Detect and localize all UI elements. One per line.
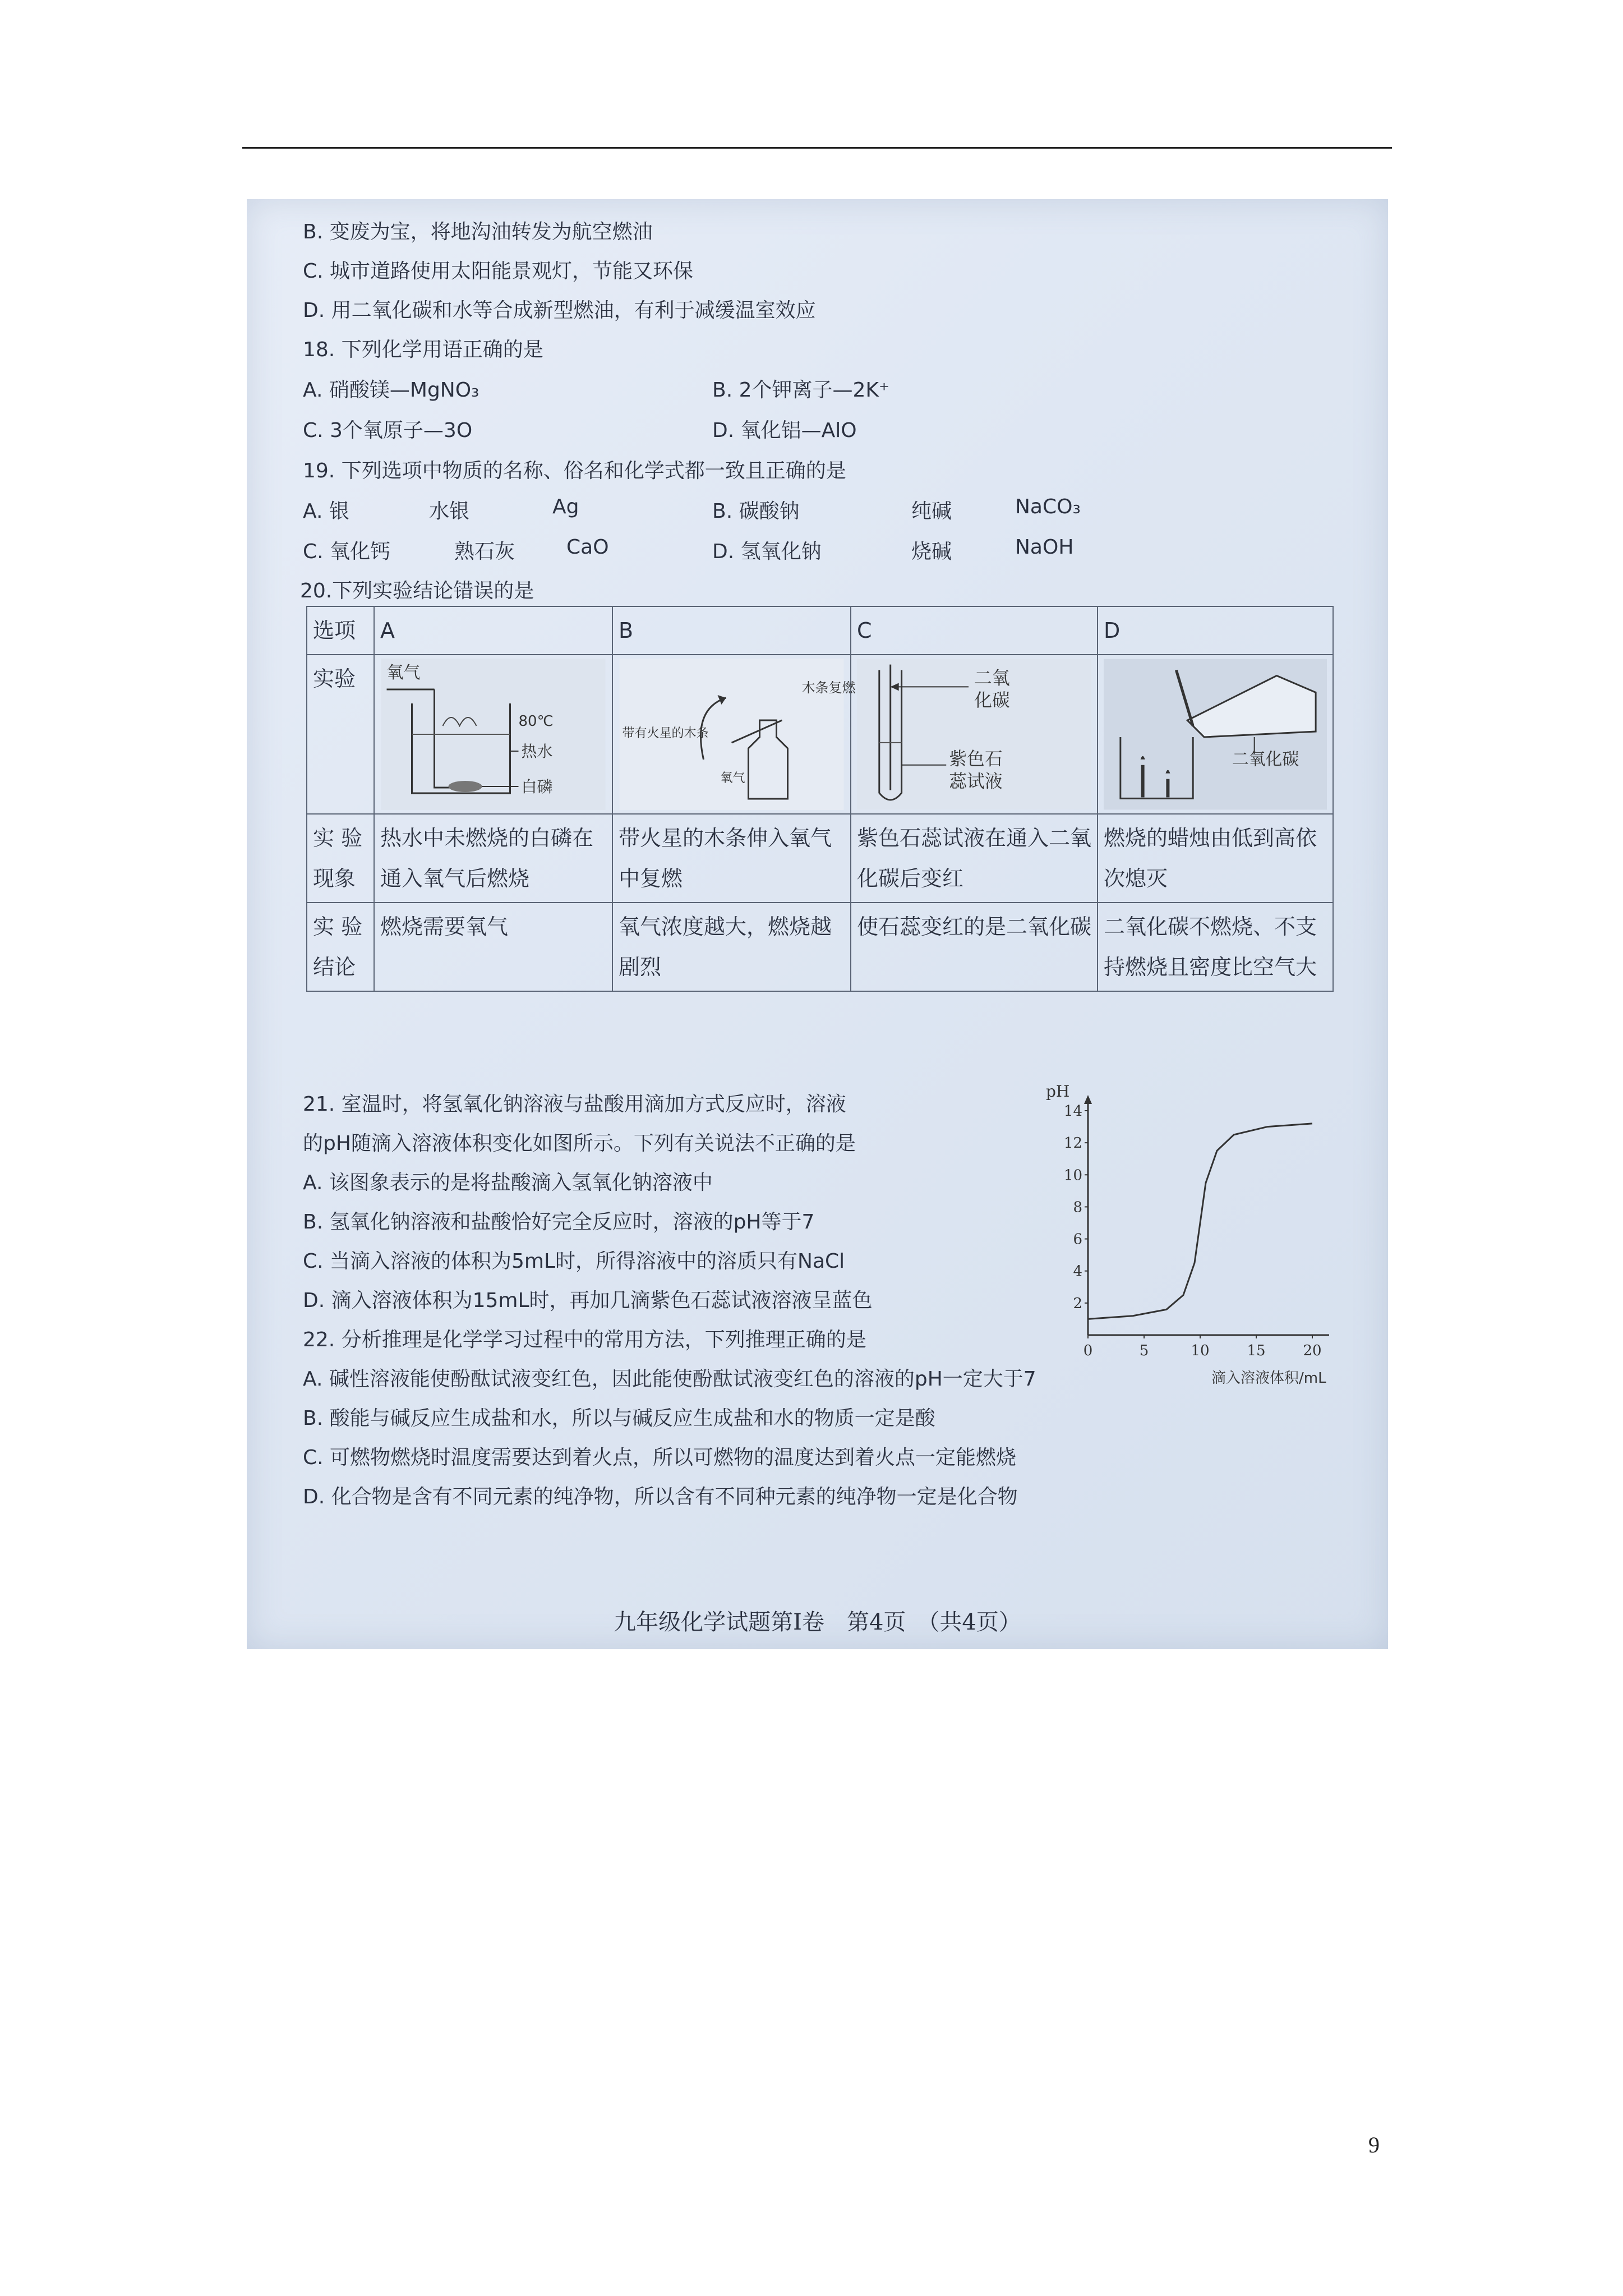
- ph-curve-line: [1088, 1124, 1312, 1319]
- diagram-label: 带有火星的木条: [622, 726, 709, 740]
- page-number: 9: [1368, 2132, 1380, 2157]
- table-header-cell: D: [1098, 606, 1333, 655]
- oxygen-splint-diagram: [619, 659, 856, 810]
- row-label-phenomenon: 实 验 现象: [307, 814, 374, 903]
- x-tick-label: 20: [1303, 1342, 1322, 1359]
- q19-b-formula: NaCO₃: [1015, 495, 1081, 518]
- q19-d-name: D. 氢氧化钠: [712, 540, 822, 563]
- header-rule: [242, 147, 1392, 149]
- q19-d-common: 烧碱: [911, 540, 952, 563]
- q18-option-b: B. 2个钾离子—2K⁺: [712, 379, 890, 402]
- table-row: [307, 903, 1333, 991]
- diagram-label: 氧气: [720, 771, 745, 785]
- table-cell: 紫色石蕊试液在通入二氧化碳后变红: [851, 814, 1098, 903]
- row-label-experiment: 实验: [307, 655, 374, 814]
- table-cell: 使石蕊变红的是二氧化碳: [851, 903, 1098, 991]
- q22-option-b: B. 酸能与碱反应生成盐和水，所以与碱反应生成盐和水的物质一定是酸: [303, 1407, 935, 1430]
- q19-c-formula: CaO: [566, 536, 609, 559]
- ph-curve-chart: [1043, 1083, 1357, 1397]
- scanned-page: [247, 199, 1388, 1649]
- diagram-a-cell: [374, 655, 612, 814]
- chart-ylabel: pH: [1046, 1082, 1070, 1101]
- diagram-label: 蕊试液: [949, 770, 1003, 792]
- diagram-label: 氧气: [386, 663, 421, 683]
- q21-option-b: B. 氢氧化钠溶液和盐酸恰好完全反应时，溶液的pH等于7: [303, 1211, 815, 1234]
- q19-a-formula: Ag: [552, 495, 579, 518]
- diagram-c-cell: [851, 655, 1098, 814]
- x-tick-label: 0: [1083, 1342, 1093, 1359]
- diagram-label: 二氧化碳: [1232, 749, 1299, 770]
- q19-b-common: 纯碱: [911, 500, 952, 523]
- x-tick-label: 15: [1247, 1342, 1266, 1359]
- q21-option-d: D. 滴入溶液体积为15mL时，再加几滴紫色石蕊试液溶液呈蓝色: [303, 1289, 873, 1312]
- x-tick-label: 10: [1191, 1342, 1210, 1359]
- q17-option-b: B. 变废为宝，将地沟油转发为航空燃油: [303, 220, 653, 243]
- table-cell: 热水中未燃烧的白磷在通入氧气后燃烧: [374, 814, 612, 903]
- table-row: [307, 655, 1333, 814]
- litmus-test-tube-diagram: [857, 659, 1091, 810]
- table-row: [307, 606, 1333, 655]
- y-tick-label: 2: [1073, 1295, 1082, 1312]
- q21-option-a: A. 该图象表示的是将盐酸滴入氢氧化钠溶液中: [303, 1171, 713, 1194]
- table-cell: 氧气浓度越大，燃烧越剧烈: [612, 903, 851, 991]
- diagram-label: 紫色石: [949, 748, 1003, 770]
- x-tick-label: 5: [1139, 1342, 1149, 1359]
- y-tick-label: 12: [1063, 1135, 1082, 1152]
- row-label-conclusion: 实 验 结论: [307, 903, 374, 991]
- q19-c-name: C. 氧化钙: [303, 540, 391, 563]
- q21-stem-line2: 的pH随滴入溶液体积变化如图所示。下列有关说法不正确的是: [303, 1132, 856, 1155]
- q22-option-c: C. 可燃物燃烧时温度需要达到着火点，所以可燃物的温度达到着火点一定能燃烧: [303, 1446, 1017, 1469]
- diagram-label: 80℃: [518, 713, 554, 730]
- diagram-label: 热水: [521, 742, 553, 761]
- table-header-cell: A: [374, 606, 612, 655]
- diagram-b-cell: [612, 655, 856, 814]
- y-tick-label: 4: [1073, 1263, 1082, 1280]
- table-header-cell: C: [851, 606, 1098, 655]
- table-cell: 燃烧的蜡烛由低到高依次熄灭: [1098, 814, 1333, 903]
- q17-option-d: D. 用二氧化碳和水等合成新型燃油，有利于减缓温室效应: [303, 299, 816, 322]
- y-axis-arrow: [1084, 1095, 1092, 1104]
- q21-option-c: C. 当滴入溶液的体积为5mL时，所得溶液中的溶质只有NaCl: [303, 1250, 845, 1273]
- q19-d-formula: NaOH: [1015, 536, 1074, 559]
- exam-footer: 九年级化学试题第Ⅰ卷 第4页 （共4页）: [614, 1609, 1021, 1635]
- q20-stem: 20.下列实验结论错误的是: [300, 579, 534, 602]
- q22-option-d: D. 化合物是含有不同元素的纯净物，所以含有不同种元素的纯净物一定是化合物: [303, 1485, 1018, 1508]
- table-cell: 燃烧需要氧气: [374, 903, 612, 991]
- q18-option-c: C. 3个氧原子—3O: [303, 419, 473, 442]
- y-tick-label: 8: [1073, 1199, 1082, 1216]
- q21-stem-line1: 21. 室温时，将氢氧化钠溶液与盐酸用滴加方式反应时，溶液: [303, 1093, 846, 1116]
- q17-option-c: C. 城市道路使用太阳能景观灯，节能又环保: [303, 260, 694, 283]
- q18-stem: 18. 下列化学用语正确的是: [303, 338, 543, 361]
- candle-co2-diagram: [1104, 659, 1327, 810]
- table-cell: 带火星的木条伸入氧气中复燃: [612, 814, 851, 903]
- diagram-label: 化碳: [974, 689, 1010, 711]
- table-header-cell: B: [612, 606, 851, 655]
- q19-a-common: 水银: [429, 500, 470, 523]
- q19-a-name: A. 银: [303, 500, 349, 523]
- y-tick-label: 6: [1073, 1231, 1082, 1248]
- q18-option-d: D. 氧化铝—AlO: [712, 419, 857, 442]
- table-header-cell: 选项: [307, 606, 374, 655]
- y-tick-label: 14: [1063, 1103, 1082, 1120]
- q19-stem: 19. 下列选项中物质的名称、俗名和化学式都一致且正确的是: [303, 459, 846, 482]
- q18-option-a: A. 硝酸镁—MgNO₃: [303, 379, 479, 402]
- diagram-label: 白磷: [521, 777, 553, 796]
- experiment-table: [306, 606, 1334, 992]
- diagram-label: 木条复燃: [801, 680, 856, 696]
- q19-c-common: 熟石灰: [454, 540, 515, 563]
- q22-option-a: A. 碱性溶液能使酚酞试液变红色，因此能使酚酞试液变红色的溶液的pH一定大于7: [303, 1368, 1036, 1391]
- y-tick-label: 10: [1063, 1167, 1082, 1184]
- q22-stem: 22. 分析推理是化学学习过程中的常用方法，下列推理正确的是: [303, 1328, 866, 1351]
- q19-b-name: B. 碳酸钠: [712, 500, 800, 523]
- phosphorus-beaker-diagram: [380, 659, 606, 810]
- diagram-label: 二氧: [974, 667, 1010, 689]
- table-row: [307, 814, 1333, 903]
- diagram-d-cell: [1098, 655, 1333, 814]
- table-cell: 二氧化碳不燃烧、不支持燃烧且密度比空气大: [1098, 903, 1333, 991]
- chart-xlabel: 滴入溶液体积/mL: [1211, 1370, 1326, 1387]
